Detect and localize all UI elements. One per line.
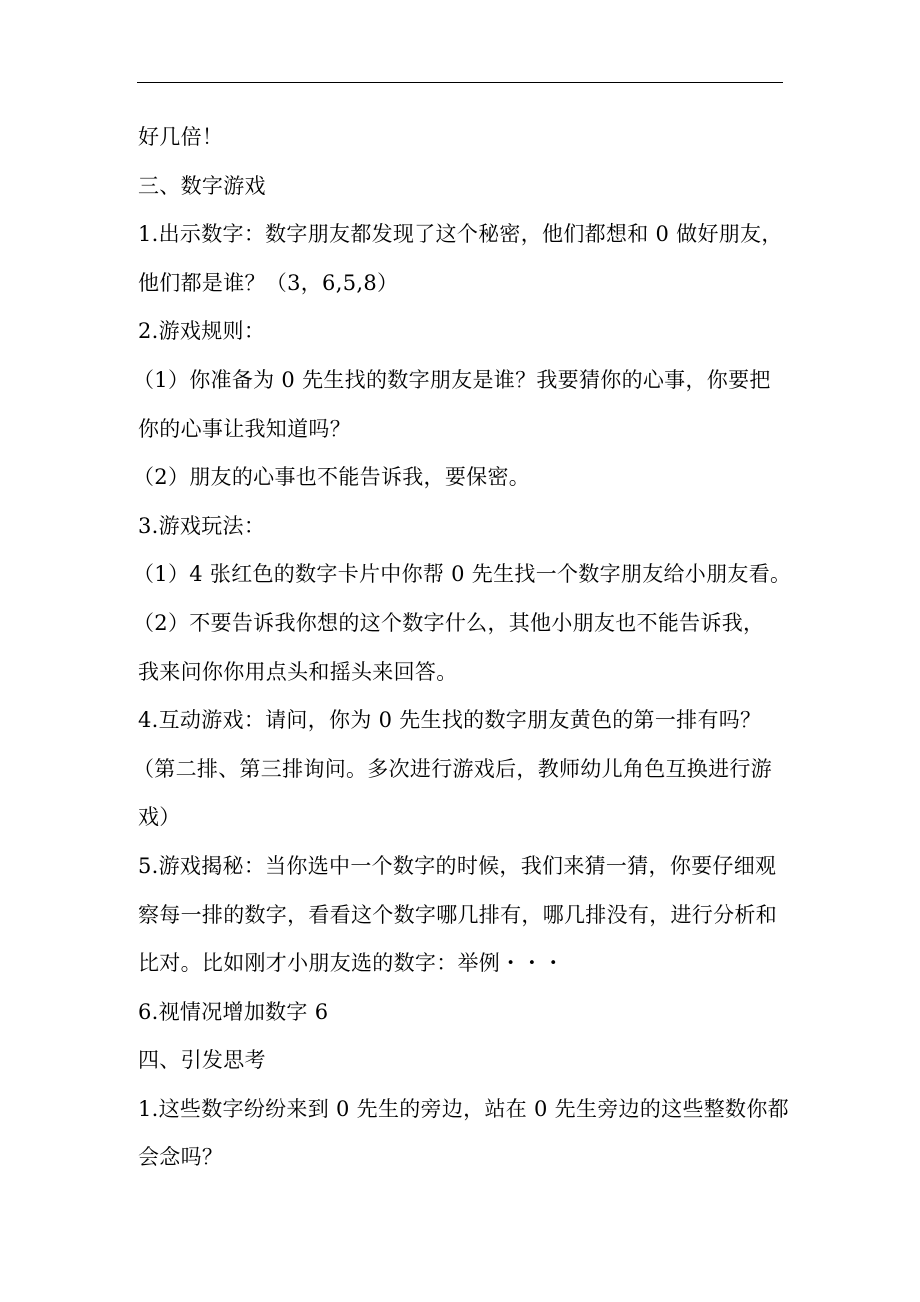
section-heading: 三、数字游戏 — [138, 173, 266, 198]
text-line: （2）朋友的心事也不能告诉我，要保密。 — [133, 465, 531, 490]
text-line: 1.这些数字纷纷来到 0 先生的旁边，站在 0 先生旁边的这些整数你都 — [138, 1096, 789, 1121]
text-line: 比对。比如刚才小朋友选的数字：举例・・・ — [138, 951, 564, 976]
text-line: 我来问你你用点头和摇头来回答。 — [138, 659, 458, 684]
text-line: 1.出示数字：数字朋友都发现了这个秘密，他们都想和 0 做好朋友， — [138, 222, 783, 247]
section-heading: 四、引发思考 — [138, 1048, 266, 1073]
text-line: 好几倍！ — [138, 125, 224, 149]
text-line: 你的心事让我知道吗？ — [138, 416, 351, 441]
text-line: （2）不要告诉我你想的这个数字什么，其他小朋友也不能告诉我， — [133, 610, 765, 635]
text-line: 察每一排的数字，看看这个数字哪几排有，哪几排没有，进行分析和 — [138, 902, 777, 927]
text-line: （1）你准备为 0 先生找的数字朋友是谁？我要猜你的心事，你要把 — [133, 367, 771, 392]
text-line: 4.互动游戏：请问，你为 0 先生找的数字朋友黄色的第一排有吗？ — [138, 708, 762, 733]
text-line: 会念吗？ — [138, 1145, 224, 1170]
document-body — [133, 113, 792, 1182]
header-rule — [137, 82, 783, 83]
text-line: 6.视情况增加数字 6 — [138, 999, 329, 1024]
text-line: 2.游戏规则： — [138, 319, 266, 344]
text-line: 3.游戏玩法： — [138, 513, 266, 538]
text-line: 戏） — [138, 805, 181, 830]
text-line: 他们都是谁？（3，6,5,8） — [138, 270, 399, 295]
text-line: （第二排、第三排询问。多次进行游戏后，教师幼儿角色互换进行游 — [133, 756, 772, 781]
text-line: （1）4 张红色的数字卡片中你帮 0 先生找一个数字朋友给小朋友看。 — [133, 562, 792, 587]
text-line: 5.游戏揭秘：当你选中一个数字的时候，我们来猜一猜，你要仔细观 — [138, 853, 777, 878]
